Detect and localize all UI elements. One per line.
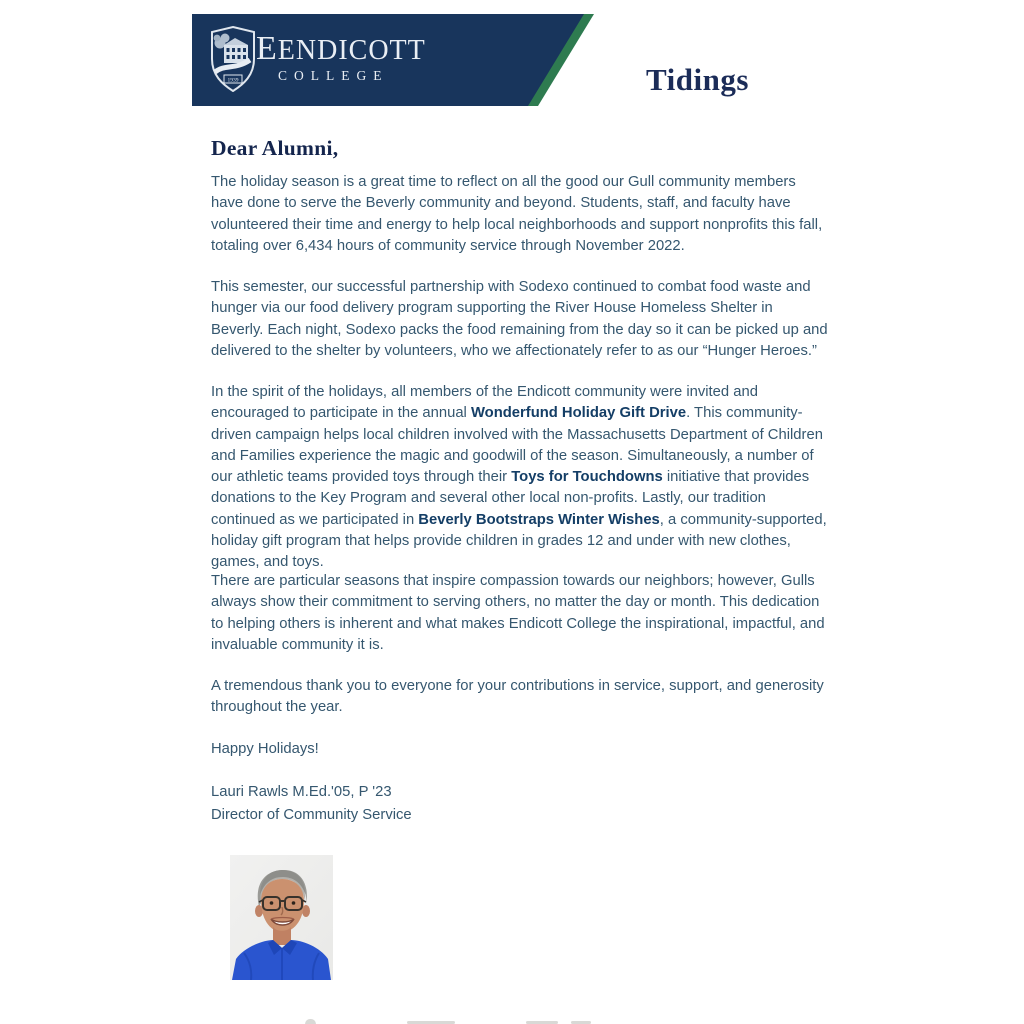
shield-year: 1939 (227, 77, 239, 84)
signature-block (211, 781, 412, 827)
bold-phrase: Toys for Touchdowns (511, 469, 663, 486)
signature-name: Lauri Rawls M.Ed.'05, P '23 (211, 784, 392, 800)
portrait-photo (230, 855, 333, 980)
wordmark-college: COLLEGE (278, 68, 389, 83)
paragraph (211, 382, 829, 574)
text-run: A tremendous thank you to everyone for your contributions in service, support, and generosity throughout the year. (211, 678, 824, 716)
paragraph (211, 739, 829, 760)
text-run: . This community-driven campaign helps local children involved with the Massachusetts Department of Children and Families experience the magic and goodwill of the season. Simultaneously, a number of our athletic teams provided toys through their (211, 405, 823, 486)
text-run: In the spirit of the holidays, all members of the Endicott community were invited and encouraged to participate in the annual (211, 384, 758, 422)
salutation-heading: Dear Alumni, (211, 136, 339, 160)
wordmark-text: ENDICOTT (277, 35, 426, 66)
bold-phrase: Beverly Bootstraps Winter Wishes (418, 511, 660, 528)
paragraph (211, 571, 829, 656)
paragraph (211, 172, 829, 257)
wordmark-initial: E (256, 30, 278, 67)
text-run: There are particular seasons that inspire compassion towards our neighbors; however, Gulls always show their commitment to serving others, no matter the day or month. This dedication to helping others is inherent and what makes Endicott College the inspirational, impactful, and invaluable community it is. (211, 573, 825, 653)
text-run: initiative that provides donations to the Key Program and several other local non-profits. Lastly, our tradition continued as we participated in (211, 469, 810, 528)
cutoff-content-top (305, 1019, 316, 1024)
paragraph (211, 277, 829, 362)
text-run: The holiday season is a great time to reflect on all the good our Gull community members have done to serve the Beverly community and beyond. Students, staff, and faculty have volunteered their time and energy to help local neighborhoods and support nonprofits this fall, totaling over 6,434 hours of community service through November 2022. (211, 174, 823, 254)
paragraph (211, 676, 829, 719)
text-run: Happy Holidays! (211, 741, 319, 757)
text-run: This semester, our successful partnership with Sodexo continued to combat food waste and hunger via our food delivery program supporting the River House Homeless Shelter in Beverly. Each night, Sodexo packs the food remaining from the day so it can be picked up and delivered to the shelter by volunteers, who we affectionately refer to as our “Hunger Heroes.” (211, 279, 828, 359)
text-run: , a community-supported, holiday gift program that helps provide children in grades 12 and under with new clothes, games, and toys. (211, 511, 827, 571)
newsletter-title: Tidings (646, 62, 749, 97)
bold-phrase: Wonderfund Holiday Gift Drive (470, 405, 687, 422)
signature-title: Director of Community Service (211, 806, 412, 823)
